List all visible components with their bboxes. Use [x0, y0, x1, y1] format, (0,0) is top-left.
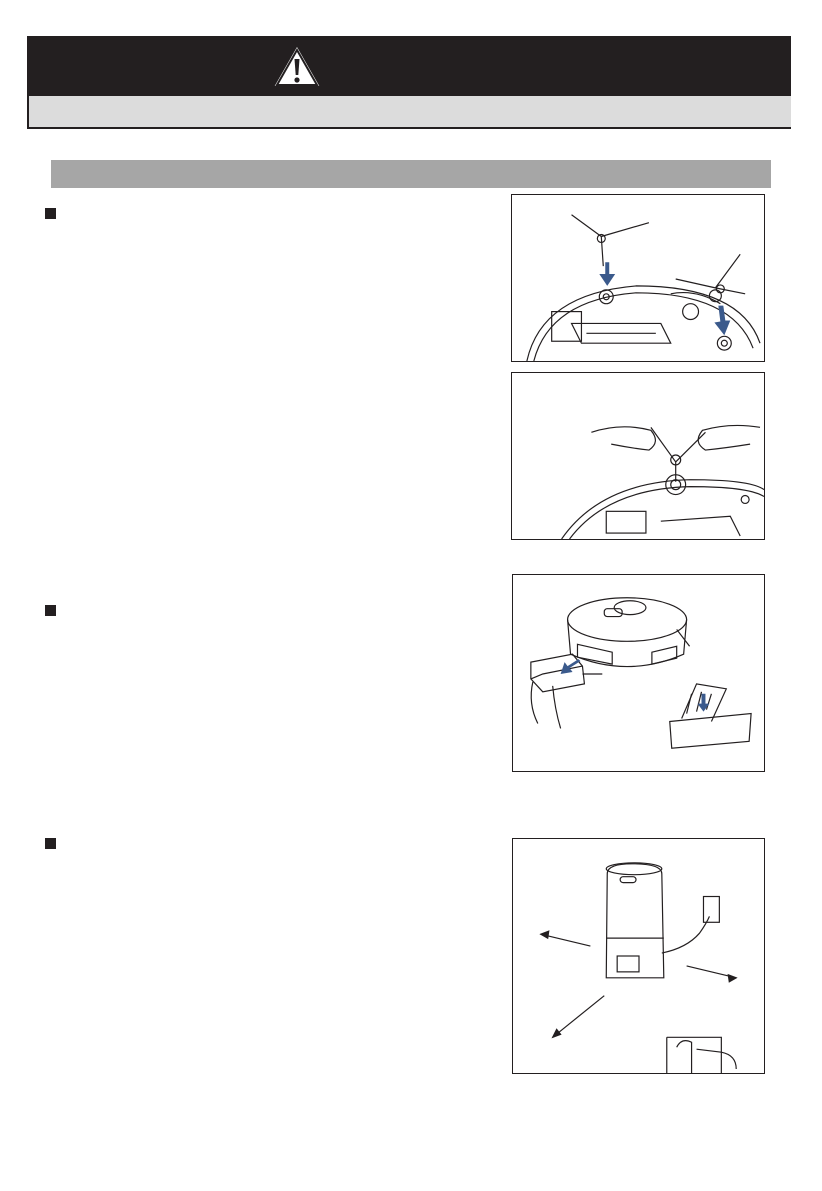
section-heading-bar	[51, 160, 771, 188]
dustbin-figure	[512, 574, 765, 772]
warning-triangle-icon	[270, 42, 324, 90]
side-brush-install-figure	[511, 194, 765, 362]
step-bullet-3	[45, 838, 56, 849]
step-bullet-1	[45, 208, 56, 219]
step-bullet-2	[45, 605, 56, 616]
warning-subtitle-strip	[29, 96, 791, 127]
station-placement-figure	[512, 838, 765, 1074]
side-brush-remove-figure	[511, 372, 765, 540]
